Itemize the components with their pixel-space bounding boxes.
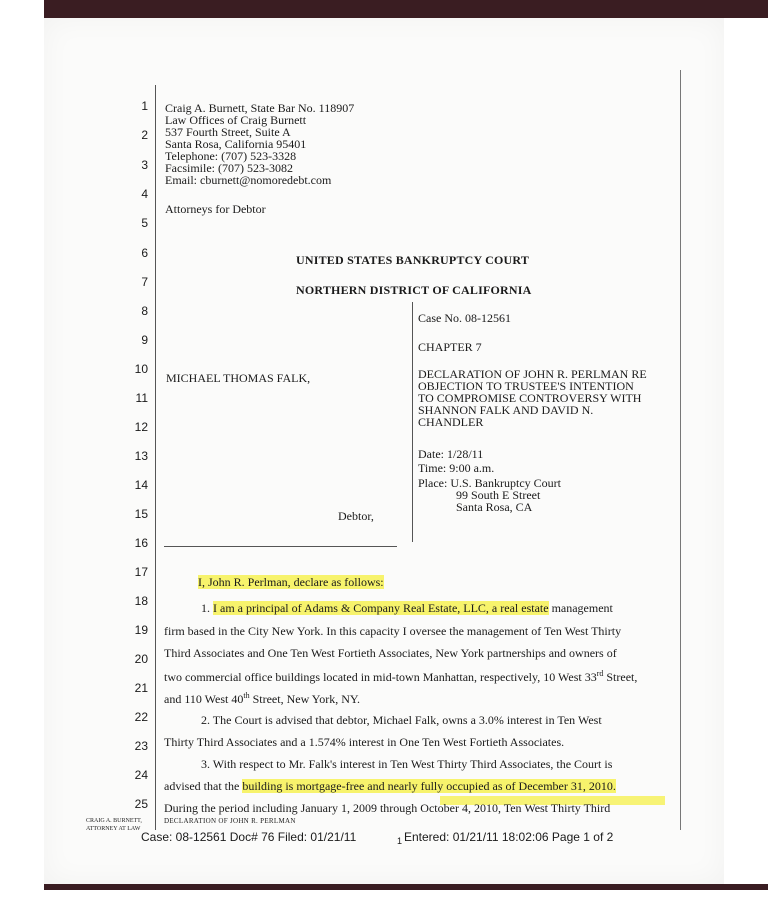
line-number: 22 bbox=[134, 710, 148, 724]
paragraph-1-line-4 bbox=[164, 669, 637, 685]
attorney-street: 537 Fourth Street, Suite A bbox=[165, 125, 291, 139]
line-number-rule bbox=[155, 85, 156, 830]
caption-title-line: TO COMPROMISE CONTROVERSY WITH bbox=[418, 391, 642, 405]
caption-underline bbox=[164, 546, 397, 547]
attorney-phone: Telephone: (707) 523-3328 bbox=[165, 149, 297, 163]
paragraph-text: advised that the bbox=[164, 779, 243, 793]
line-number: 1 bbox=[141, 99, 148, 113]
superscript: rd bbox=[596, 669, 604, 678]
paragraph-text: and 110 West 40 bbox=[164, 692, 244, 706]
scan-top-edge bbox=[44, 0, 768, 18]
superscript: th bbox=[243, 691, 250, 700]
line-number: 16 bbox=[134, 536, 148, 550]
attorney-fax: Facsimile: (707) 523-3082 bbox=[165, 161, 293, 175]
right-margin-rule bbox=[680, 70, 681, 830]
debtor-name: MICHAEL THOMAS FALK, bbox=[166, 371, 311, 385]
line-number: 11 bbox=[135, 391, 148, 405]
hearing-place-street: 99 South E Street bbox=[456, 488, 541, 502]
line-number: 17 bbox=[134, 565, 148, 579]
paragraph-2-line-1: 2. The Court is advised that debtor, Michael Falk, owns a 3.0% interest in Ten West bbox=[201, 713, 602, 727]
paragraph-3-line-2 bbox=[164, 779, 616, 794]
hearing-date: Date: 1/28/11 bbox=[418, 447, 484, 461]
line-number: 24 bbox=[134, 768, 148, 782]
scan-bottom-edge bbox=[44, 884, 768, 890]
filing-stamp: Case: 08-12561 Doc# 76 Filed: 01/21/11 bbox=[141, 830, 357, 844]
line-number: 19 bbox=[134, 623, 148, 637]
paragraph-1-line-3: Third Associates and One Ten West Fortieth Associates, New York partnerships and owners of bbox=[164, 646, 617, 660]
declaration-intro bbox=[198, 575, 384, 590]
line-number: 8 bbox=[141, 304, 148, 318]
line-number: 13 bbox=[134, 449, 148, 463]
highlight-principal: I am a principal of Adams & Company Real Estate, LLC, a real estate bbox=[213, 601, 549, 615]
paragraph-text: management bbox=[548, 601, 613, 615]
paragraph-3-line-3: During the period including January 1, 2009 through October 4, 2010, Ten West Thirty Third bbox=[164, 801, 611, 815]
line-number: 15 bbox=[134, 507, 148, 521]
hearing-place: Place: U.S. Bankruptcy Court bbox=[418, 476, 561, 490]
court-name: UNITED STATES BANKRUPTCY COURT bbox=[296, 253, 530, 267]
line-number: 6 bbox=[141, 246, 148, 260]
attorney-name: Craig A. Burnett, State Bar No. 118907 bbox=[165, 101, 355, 115]
attorney-email: Email: cburnett@nomoredebt.com bbox=[165, 173, 332, 187]
debtor-label: Debtor, bbox=[338, 509, 374, 523]
line-number: 3 bbox=[141, 158, 148, 172]
paragraph-3-line-1: 3. With respect to Mr. Falk's interest in Ten West Thirty Third Associates, the Court is bbox=[201, 757, 613, 771]
line-number: 9 bbox=[141, 333, 148, 347]
footer-title: DECLARATION OF JOHN R. PERLMAN bbox=[164, 817, 296, 825]
paragraph-1-line-5 bbox=[164, 691, 360, 707]
caption-divider bbox=[412, 302, 413, 542]
hearing-time: Time: 9:00 a.m. bbox=[418, 461, 495, 475]
line-number: 7 bbox=[141, 275, 148, 289]
court-district: NORTHERN DISTRICT OF CALIFORNIA bbox=[296, 283, 532, 297]
paragraph-number: 1. bbox=[201, 601, 210, 615]
paragraph-text: Street, New York, NY. bbox=[249, 692, 361, 706]
caption-title-line: DECLARATION OF JOHN R. PERLMAN RE bbox=[418, 367, 647, 381]
page-number: 1 bbox=[397, 836, 403, 846]
line-number: 21 bbox=[134, 681, 148, 695]
line-number: 12 bbox=[134, 420, 148, 434]
line-number: 5 bbox=[141, 216, 148, 230]
filing-stamp-entered: Entered: 01/21/11 18:02:06 Page 1 of 2 bbox=[404, 830, 614, 844]
paragraph-1-line-1 bbox=[201, 601, 613, 616]
footer-firm-role: ATTORNEY AT LAW bbox=[86, 826, 141, 832]
caption-title-line: SHANNON FALK AND DAVID N. bbox=[418, 403, 594, 417]
attorney-role: Attorneys for Debtor bbox=[165, 202, 266, 216]
highlight-intro: I, John R. Perlman, declare as follows: bbox=[198, 575, 384, 589]
line-number: 14 bbox=[134, 478, 148, 492]
highlight-building: building is mortgage-free and nearly fully occupied as of December 31, 2010. bbox=[242, 779, 616, 793]
attorney-city: Santa Rosa, California 95401 bbox=[165, 137, 307, 151]
line-number: 4 bbox=[141, 187, 148, 201]
line-number: 18 bbox=[134, 594, 148, 608]
paragraph-text: Street, bbox=[603, 670, 638, 684]
footer-firm-name: CRAIG A. BURNETT, bbox=[86, 818, 142, 824]
line-number: 23 bbox=[134, 739, 148, 753]
chapter: CHAPTER 7 bbox=[418, 340, 482, 354]
caption-title-line: OBJECTION TO TRUSTEE'S INTENTION bbox=[418, 379, 634, 393]
line-number: 20 bbox=[134, 652, 148, 666]
line-number: 10 bbox=[134, 362, 148, 376]
caption-title-line: CHANDLER bbox=[418, 415, 484, 429]
attorney-firm: Law Offices of Craig Burnett bbox=[165, 113, 307, 127]
line-number: 2 bbox=[141, 128, 148, 142]
paragraph-2-line-2: Thirty Third Associates and a 1.574% interest in One Ten West Fortieth Associates. bbox=[164, 735, 565, 749]
paragraph-text: two commercial office buildings located in mid-town Manhattan, respectively, 10 West 33 bbox=[164, 670, 597, 684]
line-number: 25 bbox=[134, 797, 148, 811]
paragraph-1-line-2: firm based in the City New York. In this capacity I oversee the management of Ten West Thirty bbox=[164, 624, 622, 638]
hearing-place-city: Santa Rosa, CA bbox=[456, 500, 533, 514]
case-number: Case No. 08-12561 bbox=[418, 311, 511, 325]
